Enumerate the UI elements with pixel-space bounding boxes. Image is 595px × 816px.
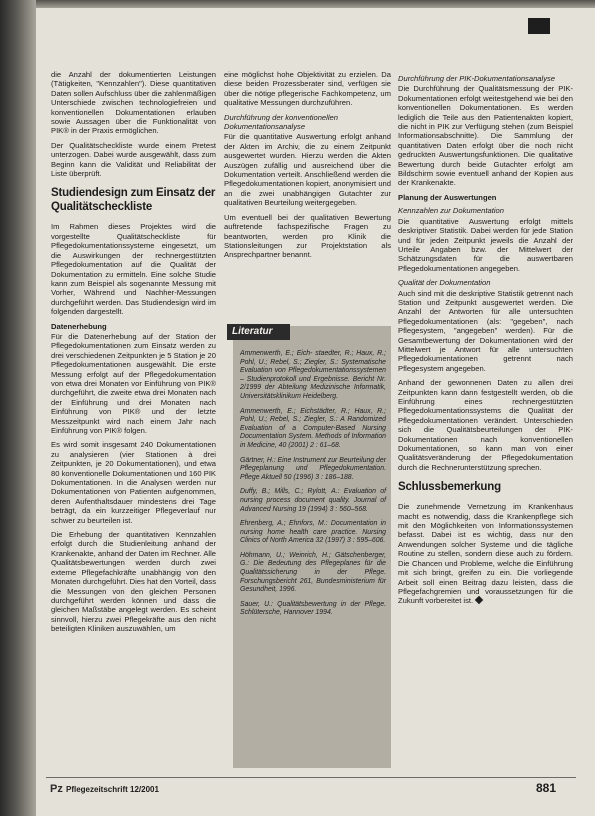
magazine-logo-icon: Pz: [50, 783, 63, 795]
paragraph: Für die quantitative Auswertung erfolgt anhand der Akten im Archiv, die zu einem Zeitpunkt ausgewertet wurden. Hierzu werden die Akten Auszügen zufällig und ausreichend über die Dokumentation verteilt. Anschließend werden die Pflegedokumentationen kopiert, anonymisiert und an die zwei unabhängigen Gutachter zur qualitativen Beurteilung weitergegeben.: [224, 132, 391, 208]
text-column-2: [224, 70, 391, 320]
paragraph: Die Erhebung der quantitativen Kennzahlen erfolgt durch die Studienleitung anhand der Krankenakte, anhand der Daten im Rechner. Alle Qualitätsbewertungen werden durch zwei externe Pflegefachkräfte unabhängig von den Monaten durchgeführt. Dies hat den Vorteil, dass die Messungen von den gleichen Personen durchgeführt werden können und dass die gleichen Maßstäbe angelegt werden. Es scheint sinnvoll, hierzu zwei Pflegekräfte aus den nicht beteiligten Kliniken auszuwählen, um: [51, 530, 216, 634]
footer-rule: [46, 777, 576, 778]
italic-subheading: Durchführung der konventionellen Dokumentationsanalyse: [224, 112, 338, 132]
magazine-page: [36, 8, 595, 816]
corner-marker: [528, 18, 550, 34]
reference-item: Gärtner, H.: Eine Instrument zur Beurteilung der Pflegeplanung und Pflegedokumentation. Pflege Aktuell 50 (1996) 3 : 186–188.: [240, 456, 386, 481]
reference-item: Ehrenberg, A.; Ehnfors, M.: Documentation in nursing home health care practice. Nursing Clinics of North America 32 (1997) 3 : 595–606.: [240, 520, 386, 545]
section-heading-schlussbemerkung: Schlussbemerkung: [398, 481, 501, 494]
subheading-datenerhebung: Datenerhebung: [51, 321, 107, 331]
paragraph: Für die Datenerhebung auf der Station der Pflegedokumentationen zum Einsatz werden zu drei verschiedenen Zeitpunkten je 5 Station je 20 Pflegedokumentationen ausgewählt. Die erste Messung erfolgt auf der Pflegedokumentation von etwa drei Monaten vor Einführung von PIK® durchgeführt, die zweite etwa drei Monaten nach der Einführung und drei Monaten nach Einführung von PIK® und der letzte Messzeitpunkt wird nach einem Jahr nach Einführung von PIK® folgen.: [51, 331, 216, 435]
magazine-issue: Pflegezeitschrift 12/2001: [66, 785, 159, 794]
paragraph: Der Qualitätscheckliste wurde einem Pretest unterzogen. Dabei wurde ausgewählt, dass zum Beginn kann die Validität und Reliabilität der Liste überprüft.: [51, 140, 216, 179]
reference-item: Sauer, U.: Qualitätsbewertung in der Pflege. Schlütersche, Hannover 1994.: [240, 600, 386, 617]
italic-subheading: Durchführung der PIK-Dokumentationsanalyse: [398, 74, 556, 83]
paragraph: Um eventuell bei der qualitativen Bewertung auftretende fachspezifische Fragen zu beantworten, werden pro Klinik die Stationsleitungen zur Projektstation als Ansprechpartner benannt.: [224, 212, 391, 260]
italic-subheading: Kennzahlen zur Dokumentation: [398, 206, 504, 216]
paragraph-final: [398, 502, 573, 605]
paragraph: eine möglichst hohe Objektivität zu erzielen. Da diese beiden Prozessberater sind, verfügen sie über die nötige pflegerische Fachkompetenz, um qualitative Messungen durchzuführen.: [224, 70, 391, 108]
final-text: Die zunehmende Vernetzung im Krankenhaus macht es notwendig, dass die Krankenpflege sich mit den Möglichkeiten von Informationssystemen befasst. Dabei ist es wichtig, dass nur den Anwendungen solcher Systeme und die tägliche Routine zu stellen, sondern diese auch zu fördern. Die Chancen und Probleme, welche die Einführung mit sich bringt, greifen zu ein. Die vorliegende Arbeit soll einen Beitrag dazu leisten, dass die Pflegefachgremien und voraussetzungen für die Zukunft vorbereitet ist.: [398, 502, 573, 606]
paragraph: Die quantitative Auswertung erfolgt mittels deskriptiver Statistik. Dabei werden für jede Station und für jeden Zeitpunkt jeweils die Anzahl der Urteile Angaben bzw. der Mittelwert der Schätzungsdaten für die auswertbaren Pflegedokumentationen angegeben.: [398, 216, 573, 273]
reference-item: Ammenwerth, E.; Eichstädter, R.; Haux, R.; Pohl, U.; Rebel, S.; Ziegler, S.: A Randomized Evaluation of a Computer-Based Nursing Documentation System. Methods of Information in Medicine, 40 (2001) 2 : 61–68.: [240, 407, 386, 449]
reference-item: Duffy, B.; Mills, C.; Rylott, A.: Evaluation of nursing process document quality. Journal of Advanced Nursing 19 (1994) 3 : 560–568.: [240, 488, 386, 513]
paragraph: Anhand der gewonnenen Daten zu allen drei Zeitpunkten kann dann festgestellt werden, ob die Einführung eines rechnergestützten Pflegedokumentationssystems die Qualität der Pflegedokumentationen verändert. Unterschieden sich die Qualitätsbeurteilungen der PIK-Dokumentationen nach konventionellen Dokumentationen, so kann man von einer Qualitätsveränderung der Pflegedokumentation durch die Rechnerunterstützung sprechen.: [398, 378, 573, 472]
paragraph: Es wird somit insgesamt 240 Dokumentationen zu analysieren (vier Stationen à drei Zeitpunkten, je 20 Dokumentationen), und etwa 80 konventionelle Dokumentationen und 160 PIK Dokumentationen. In die Analysen werden nur Dokumentationen von Patienten aufgenommen, deren Aufenthaltsdauer mindestens drei Tage beträgt, da ein kurzzeitiger Pflegeverlauf nur schwer zu beurteilen ist.: [51, 440, 216, 525]
reference-item: Ammenwerth, E.; Eich- staedter, R.; Haux, R.; Pohl, U.; Rebel, S.; Ziegler, S.: Systematische Evaluation von Pflegedokumentationssystemen – Studienprotokoll und Ergebnisse. Bericht Nr. 2/1999 der Abteilung Medizinische Informatik, Universitätsklinikum Heidelberg.: [240, 350, 386, 400]
paragraph: Auch sind mit die deskriptive Statistik getrennt nach Station und Zeitpunkt ausgewertet werden. Die Anzahl der Antworten für alle untersuchten Pflegedokumentationen (als: "gegeben", nach Pflegesystem, "angegeben" werden). Für die Gesamtbewertung der Dokumentationen wird der Mittelwert je Antwort für alle untersuchten Pflegedokumentationen getrennt nach Pflegesystem angegeben.: [398, 288, 573, 373]
scan-dark-edge: [0, 0, 36, 816]
text-column-3: [398, 70, 573, 764]
paragraph: die Anzahl der dokumentierten Leistungen (Tätigkeiten, "Kennzahlen"). Diese quantitativen Daten sollen Aufschluss über die zahlenmäßigen Unterschiede zwischen technologiefreien und konventionellen Dokumentationen erlauben sowie Aussagen über die Funktionalität von PIK® in der Praxis ermöglichen.: [51, 70, 216, 136]
paragraph: Im Rahmen dieses Projektes wird die vorgestellte Qualitätscheckliste für Pflegedokumentationssysteme eingesetzt, um die Auswirkungen der rechnergestützten Pflegedokumentation auf die Qualität der Dokumentation zu ermitteln. Eine solche Studie kann zum Beispiel als sogenannte Messung mit Vorher, Während und Nachher-Messungen durchgeführt werden. Das Studiendesign wird im folgenden dargestellt.: [51, 222, 216, 317]
literature-box: [233, 326, 391, 768]
section-heading-studiendesign: Studiendesign zum Einsatz der Qualitätscheckliste: [51, 187, 216, 214]
literature-title: Literatur: [227, 324, 290, 340]
page-number: 881: [536, 781, 557, 795]
subheading-planung: Planung der Auswertungen: [398, 192, 497, 202]
text-column-1: [51, 70, 216, 764]
italic-subheading: Qualität der Dokumentation: [398, 278, 491, 288]
reference-item: Höhmann, U.; Weinrich, H.; Gätschenberger, G.: Die Bedeutung des Pflegeplanes für die Qualitätssicherung in der Pflege. Forschungsbericht 261, Bundesministerium für Gesundheit, 1996.: [240, 551, 386, 594]
reference-list: [240, 350, 386, 624]
paragraph: Die Durchführung der Qualitätsmessung der PIK-Dokumentationen erfolgt weitestgehend wie bei den konventionellen Dokumentationen. Es werden lediglich die Teile aus den Patientenakten kopiert, die nicht in PIK zur Verfügung stehen (zum Beispiel Informationsabschnitte). Die Sammlung der quantitativen Daten erfolgt über die noch nicht gedruckten Auswertungsfunktionen. Die qualitative Bewertung durch beide Gutachter erfolgt am Bildschirm sowie eventuell anhand der Kopien aus der Krankenakte.: [398, 84, 573, 188]
end-of-article-icon: [475, 596, 483, 604]
